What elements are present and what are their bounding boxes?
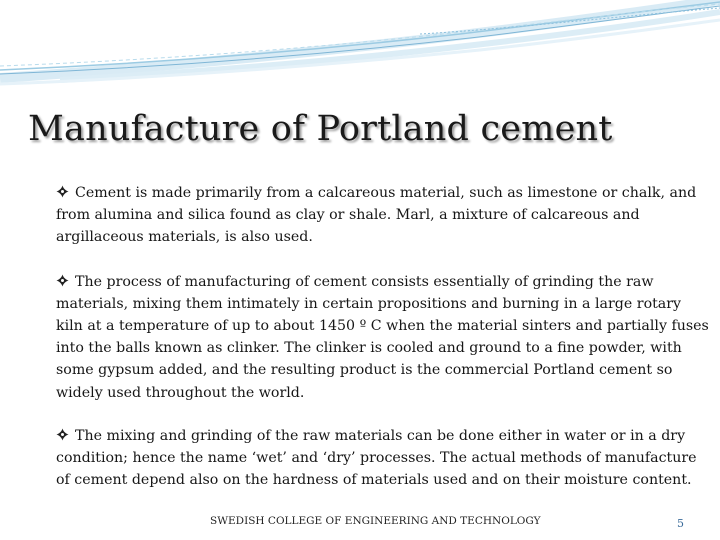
bullet-item: [56, 425, 710, 492]
header-wave-decoration: [0, 0, 720, 110]
diamond-bullet-icon: [56, 428, 69, 441]
diamond-bullet-icon: [56, 185, 69, 198]
footer-institution: SWEDISH COLLEGE OF ENGINEERING AND TECHNOLOGY: [210, 515, 541, 527]
bullet-list: [56, 182, 710, 511]
bullet-text: The process of manufacturing of cement consists essentially of grinding the raw materials, mixing them intimately in certain propositions and burning in a large rotary kiln at a temperature of up to about 1450 º C when the material sinters and partially fuses into the balls known as clinker. The clinker is cooled and ground to a fine powder, with some gypsum added, and the resulting product is the commercial Portland cement so widely used throughout the world.: [56, 273, 709, 401]
slide-title: Manufacture of Portland cement: [28, 109, 613, 149]
bullet-text: Cement is made primarily from a calcareous material, such as limestone or chalk, and from alumina and silica found as clay or shale. Marl, a mixture of calcareous and argillaceous materials, is also used.: [56, 185, 697, 246]
bullet-item: [56, 182, 710, 249]
page-number: 5: [677, 517, 684, 530]
bullet-item: [56, 271, 710, 404]
diamond-bullet-icon: [56, 274, 69, 287]
bullet-text: The mixing and grinding of the raw materials can be done either in water or in a dry condition; hence the name ‘wet’ and ‘dry’ processes. The actual methods of manufacture of cement depend also on the hardness of materials used and on their moisture content.: [56, 427, 697, 489]
